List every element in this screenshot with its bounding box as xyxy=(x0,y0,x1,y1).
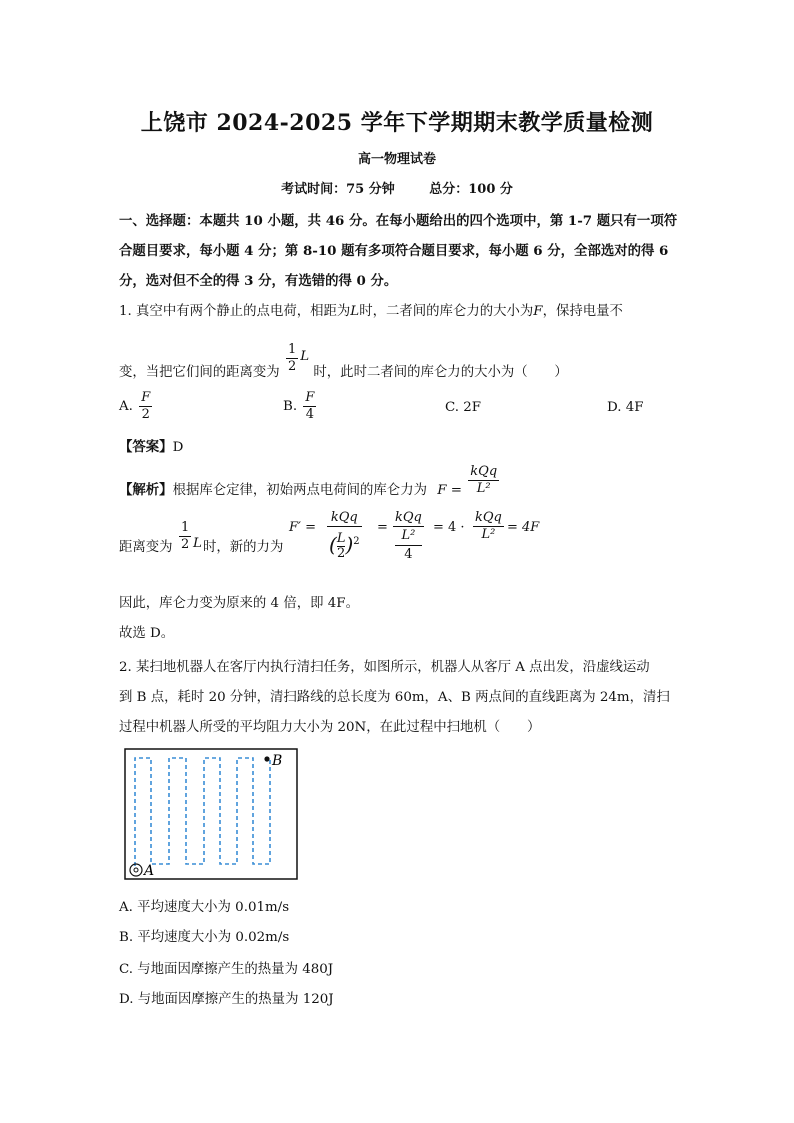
q2-stem-line-1: 2. 某扫地机器人在客厅内执行清扫任务，如图所示，机器人从客厅 A 点出发，沿虚线运动 xyxy=(119,660,650,675)
point-b-label: B xyxy=(272,753,283,769)
q1-force-formula: F′ = xyxy=(289,520,316,535)
exam-meta xyxy=(0,178,794,197)
q1-option-a[interactable]: A. $\frac{F}{2}$ xyxy=(119,390,151,422)
q2-option-b[interactable]: B. 平均速度大小为 0.02m/s xyxy=(119,930,290,945)
point-b-dot xyxy=(264,756,269,761)
q1-stem-line-2: 变，当把它们间的距离变为 $\frac{1}{2}$ L 时，此时二者间的库仑力的大小为（ ） xyxy=(119,342,568,380)
q1-option-b[interactable]: B. $\frac{F}{4}$ xyxy=(283,390,315,422)
q2-option-a[interactable]: A. 平均速度大小为 0.01m/s xyxy=(119,900,290,915)
page-title: 上饶市 2024-2025 学年下学期期末教学质量检测 xyxy=(140,110,654,136)
robot-path xyxy=(135,758,270,866)
exam-time: 考试时间：75 分钟 xyxy=(281,182,395,197)
exam-page: 上饶市 2024-2025 学年下学期期末教学质量检测 高一物理试卷 考试时间：75 分钟 总分：100 分 一、选择题：本题共 10 小题，共 46 分。在每小题给出的四个选项中，第 1-7 题只有一项符合题目要求，每小题 4 分；第 8-10 题有多项符合题目要求，每小题 6 分，全部选对的得 6 分，选对但不全的得 3 分，有选错的得 0 分。 1. 真空中有两个静止的点电荷，相距为L时，二者间的库仑力的大小为F，保持电量不 变，当把它们间的距离变为 $\frac{1}{2}$ L 时，此时二者间的库仑力的大小为（ ） A. $\frac{F}{2}$ B. $\frac{F}{4}$ C. 2F D. 4F 【答案】D 【解析】根据库仑定律，初始两点电荷间的库仑力为 F = $\frac{\text{kQq}}{\text{L²}}$ 距离变为 $\frac{1}{2}$ L 时，新的力为 F′ = kQq ( $\frac{L}{2}$ )$^2$ = kQq L² 4 = 4 · kQq L² = 4F 因此，库仑力变为原来的 4 倍，即 4F。 故选 D。 2. 某扫地机器人在客厅内执行清扫任务，如图所示，机器人从客厅 A 点出发，沿虚线运动 到 B 点，耗时 20 分钟，清扫路线的总长度为 60m，A、B 两点间的直线距离为 24m，清扫 过程中机器人所受的平均阻力大小为 20N，在此过程中扫地机（ ） A B A. 平均速度大小为 0.01m/s B. 平均速度大小为 0.02m/s C. 与地面因摩擦产生的热量为 480J D. 与地面因摩擦产生的热量为 120J xyxy=(0,0,794,1123)
q1-option-c[interactable]: C. 2F xyxy=(445,400,482,415)
q2-room-figure xyxy=(124,748,302,882)
q2-stem-line-3: 过程中机器人所受的平均阻力大小为 20N，在此过程中扫地机（ ） xyxy=(119,720,541,735)
robot-icon xyxy=(130,864,142,876)
q1-analysis-line-3: 因此，库仑力变为原来的 4 倍，即 4F。 xyxy=(119,596,359,611)
section-instructions: 一、选择题：本题共 10 小题，共 46 分。在每小题给出的四个选项中，第 1-7 题只有一项符合题目要求，每小题 4 分；第 8-10 题有多项符合题目要求，每小题 6 分，全部选对的得 6 分，选对但不全的得 3 分，有选错的得 0 分。 xyxy=(119,213,678,289)
q2-option-d[interactable]: D. 与地面因摩擦产生的热量为 120J xyxy=(119,992,334,1007)
robot-icon-inner xyxy=(134,868,138,872)
q1-option-d[interactable]: D. 4F xyxy=(607,400,644,415)
exam-subtitle: 高一物理试卷 xyxy=(357,152,436,167)
q2-stem-line-2: 到 B 点，耗时 20 分钟，清扫路线的总长度为 60m，A、B 两点间的直线距离为 24m，清扫 xyxy=(119,690,670,705)
exam-score: 总分：100 分 xyxy=(429,182,513,197)
q1-fraction-half: $\frac{1}{2}$ xyxy=(287,342,297,374)
q1-stem-line-1: 1. 真空中有两个静止的点电荷，相距为L时，二者间的库仑力的大小为F，保持电量不 xyxy=(119,304,623,319)
point-a-label: A xyxy=(144,863,155,879)
q2-option-c[interactable]: C. 与地面因摩擦产生的热量为 480J xyxy=(119,962,334,977)
q1-analysis-line-4: 故选 D。 xyxy=(119,626,175,641)
q1-answer: 【答案】D xyxy=(119,439,184,455)
q1-analysis-line-1: 【解析】根据库仑定律，初始两点电荷间的库仑力为 F = $\frac{\text{kQq}}{\text{L²}}$ xyxy=(119,464,498,498)
